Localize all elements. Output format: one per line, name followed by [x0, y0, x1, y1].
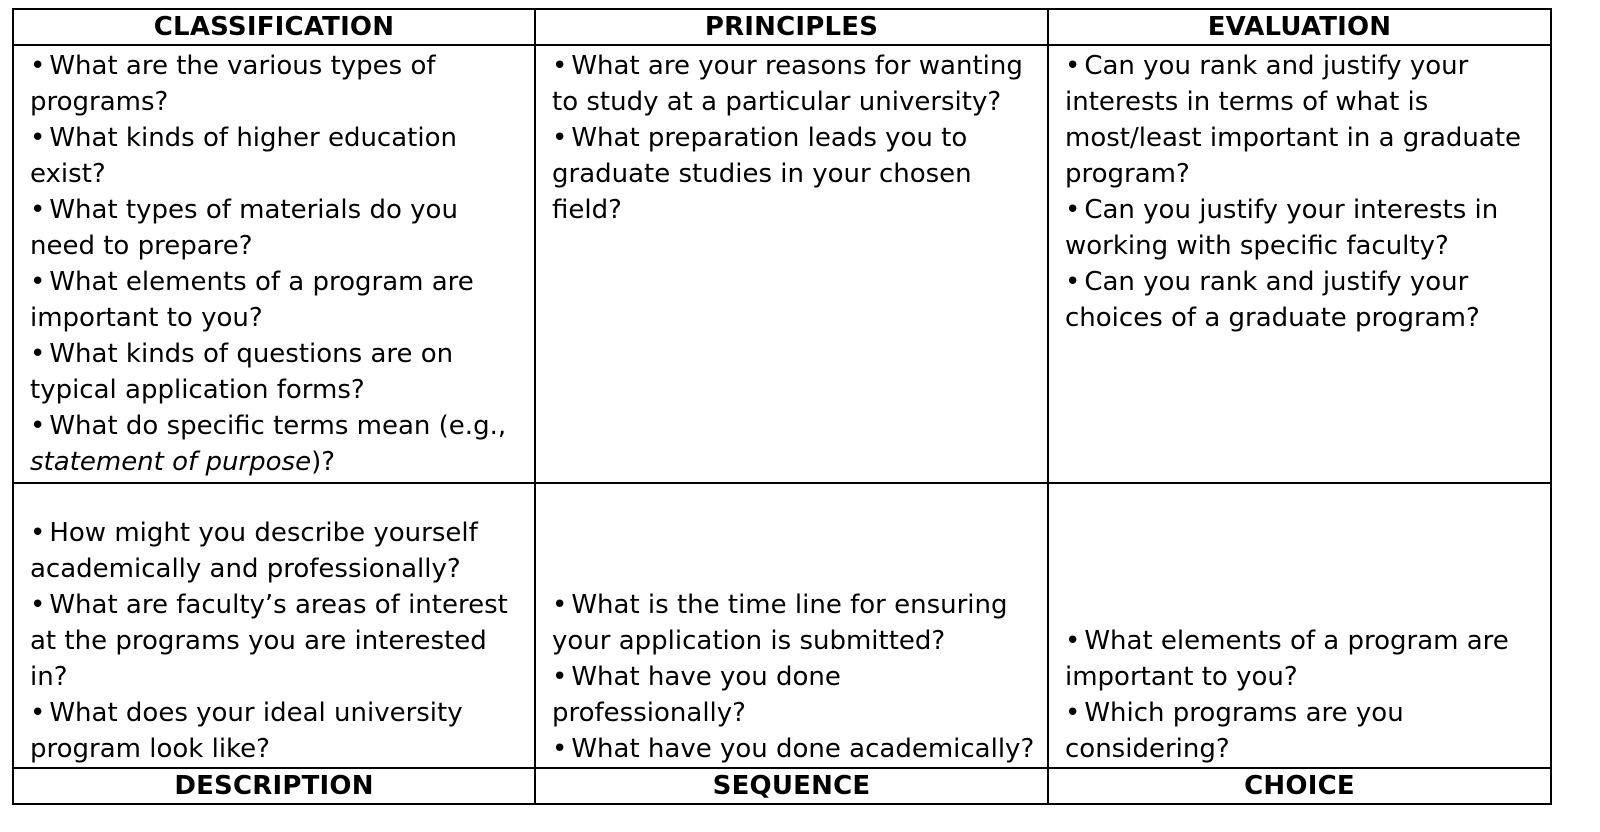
list-item: [30, 120, 524, 192]
bullet: •: [552, 662, 568, 692]
list-item: [30, 587, 524, 695]
choice-item-1: What elements of a program are important to you?: [1065, 626, 1509, 692]
evaluation-item-3: Can you rank and justify your choices of a graduate program?: [1065, 267, 1480, 333]
bullet: •: [30, 51, 46, 81]
bullet: •: [552, 51, 568, 81]
description-item-1: How might you describe yourself academically and professionally?: [30, 518, 478, 584]
classification-item-5: What kinds of questions are on typical application forms?: [30, 339, 454, 405]
list-item: [552, 587, 1037, 659]
bullet: •: [1065, 267, 1081, 297]
list-item: [552, 731, 1037, 767]
list-item: [30, 264, 524, 336]
principles-cell: [535, 45, 1048, 483]
list-item: [30, 408, 524, 480]
classification-cell: [13, 45, 535, 483]
description-item-2: What are faculty’s areas of interest at the programs you are interested in?: [30, 590, 508, 692]
bullet: •: [1065, 626, 1081, 656]
sequence-item-2: What have you done professionally?: [552, 662, 841, 728]
list-item: [1065, 48, 1540, 192]
choice-item-2: Which programs are you considering?: [1065, 698, 1404, 764]
bullet: •: [552, 590, 568, 620]
bullet: •: [552, 734, 568, 764]
list-item: [30, 48, 524, 120]
description-item-3: What does your ideal university program look like?: [30, 698, 463, 764]
classification-item-6-suffix: )?: [311, 447, 336, 477]
bullet: •: [30, 123, 46, 153]
principles-item-2: What preparation leads you to graduate studies in your chosen field?: [552, 123, 972, 225]
bullet: •: [30, 590, 46, 620]
principles-item-1: What are your reasons for wanting to study at a particular university?: [552, 51, 1023, 117]
header-classification: CLASSIFICATION: [13, 9, 535, 45]
list-item: [1065, 695, 1540, 767]
list-item: [30, 336, 524, 408]
list-item: [552, 48, 1037, 120]
list-item: [1065, 192, 1540, 264]
classification-item-6-prefix: What do specific terms mean (e.g.,: [49, 411, 507, 441]
sequence-cell: [535, 483, 1048, 768]
graphic-organizer-table: [12, 8, 1552, 805]
choice-cell: [1048, 483, 1551, 768]
bullet: •: [30, 195, 46, 225]
header-choice: CHOICE: [1048, 768, 1551, 804]
list-item: [552, 120, 1037, 228]
classification-item-3: What types of materials do you need to prepare?: [30, 195, 458, 261]
bullet: •: [552, 123, 568, 153]
bottom-body-row: [13, 483, 1551, 768]
bullet: •: [1065, 51, 1081, 81]
evaluation-item-1: Can you rank and justify your interests in terms of what is most/least important in a graduate program?: [1065, 51, 1522, 189]
evaluation-item-2: Can you justify your interests in working with specific faculty?: [1065, 195, 1499, 261]
list-item: [30, 695, 524, 767]
top-header-row: [13, 9, 1551, 45]
classification-item-6-italic: statement of purpose: [30, 447, 312, 477]
header-description: DESCRIPTION: [13, 768, 535, 804]
sequence-item-3: What have you done academically?: [571, 734, 1035, 764]
classification-item-1: What are the various types of programs?: [30, 51, 436, 117]
header-principles: PRINCIPLES: [535, 9, 1048, 45]
bullet: •: [30, 267, 46, 297]
bullet: •: [30, 698, 46, 728]
bottom-header-row: [13, 768, 1551, 804]
description-cell: [13, 483, 535, 768]
list-item: [1065, 623, 1540, 695]
bullet: •: [1065, 698, 1081, 728]
list-item: [1065, 264, 1540, 336]
bullet: •: [30, 518, 46, 548]
evaluation-cell: [1048, 45, 1551, 483]
classification-item-2: What kinds of higher education exist?: [30, 123, 457, 189]
list-item: [30, 192, 524, 264]
header-sequence: SEQUENCE: [535, 768, 1048, 804]
top-body-row: [13, 45, 1551, 483]
bullet: •: [30, 411, 46, 441]
list-item: [30, 515, 524, 587]
classification-item-4: What elements of a program are important to you?: [30, 267, 474, 333]
bullet: •: [30, 339, 46, 369]
sequence-item-1: What is the time line for ensuring your application is submitted?: [552, 590, 1008, 656]
header-evaluation: EVALUATION: [1048, 9, 1551, 45]
list-item: [552, 659, 1037, 731]
bullet: •: [1065, 195, 1081, 225]
